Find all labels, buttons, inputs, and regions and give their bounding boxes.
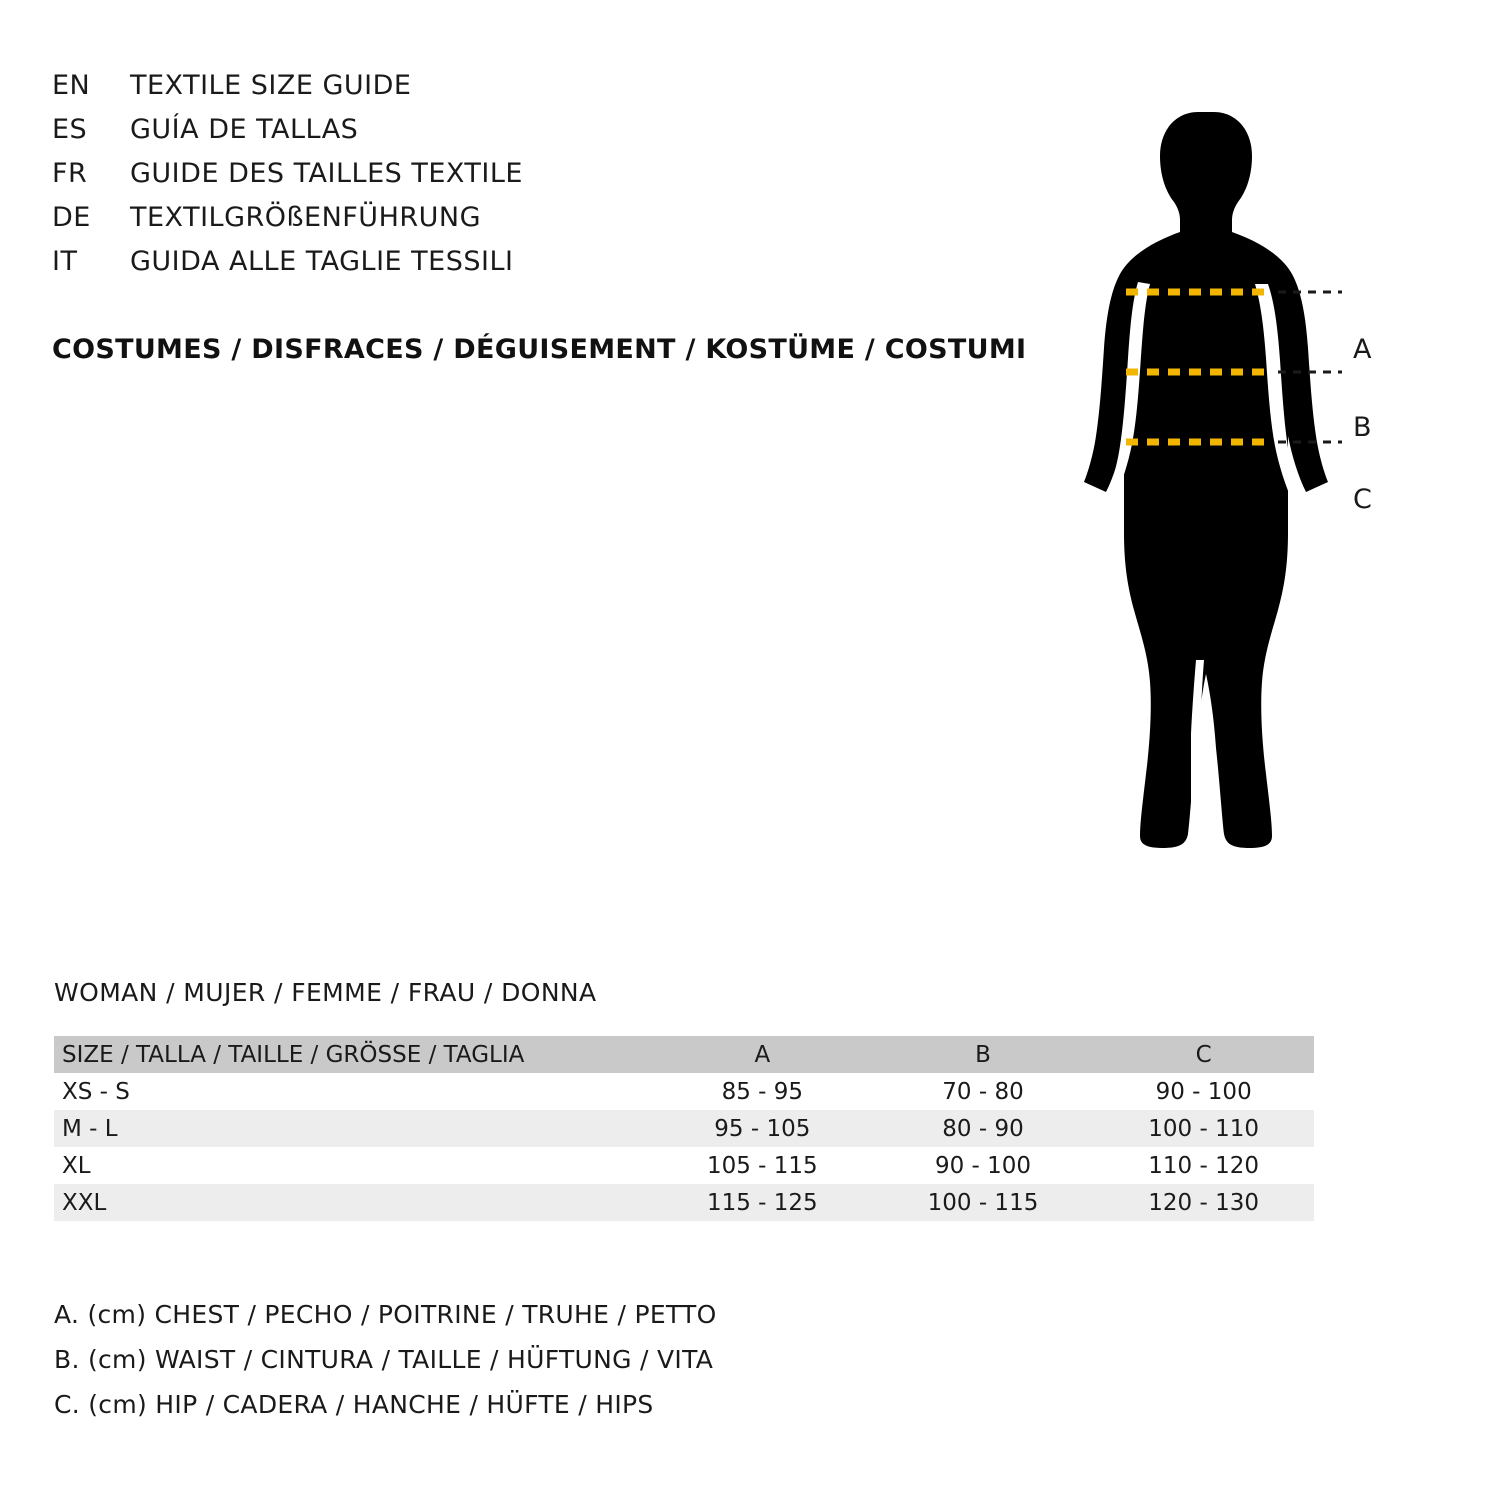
table-heading: WOMAN / MUJER / FEMME / FRAU / DONNA [54, 978, 597, 1007]
language-row [52, 158, 1032, 202]
language-code: FR [52, 158, 88, 189]
language-title: GUIDA ALLE TAGLIE TESSILI [130, 246, 514, 277]
footnote-waist: B. (cm) WAIST / CINTURA / TAILLE / HÜFTUNG / VITA [54, 1345, 714, 1374]
cell-chest: 115 - 125 [706, 1189, 818, 1216]
cell-waist: 100 - 115 [927, 1189, 1039, 1216]
column-header-a: A [754, 1041, 771, 1068]
column-header-b: B [975, 1041, 991, 1068]
language-row [52, 70, 1032, 114]
cell-size: M - L [62, 1115, 118, 1142]
table-row [54, 1110, 1314, 1147]
cell-chest: 105 - 115 [706, 1152, 818, 1179]
size-table [54, 1036, 1314, 1221]
footnote-hip: C. (cm) HIP / CADERA / HANCHE / HÜFTE / HIPS [54, 1390, 654, 1419]
measurement-figure [1050, 60, 1470, 940]
table-row [54, 1073, 1314, 1110]
table-row [54, 1184, 1314, 1221]
table-header [54, 1036, 1314, 1073]
measure-label-b: B [1353, 412, 1372, 443]
language-code: IT [52, 246, 78, 277]
footnote-chest: A. (cm) CHEST / PECHO / POITRINE / TRUHE / PETTO [54, 1300, 717, 1329]
language-header-block [52, 70, 1032, 290]
language-title: GUÍA DE TALLAS [130, 114, 359, 145]
measure-label-c: C [1353, 484, 1372, 515]
column-header-c: C [1195, 1041, 1212, 1068]
category-title: COSTUMES / DISFRACES / DÉGUISEMENT / KOSTÜME / COSTUMI [52, 334, 1027, 365]
language-title: TEXTILGRÖßENFÜHRUNG [130, 202, 482, 233]
cell-hip: 120 - 130 [1148, 1189, 1260, 1216]
language-row [52, 246, 1032, 290]
language-title: GUIDE DES TAILLES TEXTILE [130, 158, 523, 189]
cell-chest: 95 - 105 [714, 1115, 811, 1142]
table-row [54, 1147, 1314, 1184]
woman-silhouette-icon [1050, 60, 1470, 940]
cell-waist: 90 - 100 [934, 1152, 1032, 1179]
cell-size: XXL [62, 1189, 107, 1216]
cell-waist: 80 - 90 [942, 1115, 1024, 1142]
cell-hip: 100 - 110 [1148, 1115, 1260, 1142]
table-body [54, 1073, 1314, 1221]
column-header-size: SIZE / TALLA / TAILLE / GRÖSSE / TAGLIA [62, 1041, 525, 1068]
cell-size: XL [62, 1152, 91, 1179]
cell-hip: 90 - 100 [1155, 1078, 1252, 1105]
cell-chest: 85 - 95 [721, 1078, 804, 1105]
language-code: DE [52, 202, 91, 233]
measure-label-a: A [1353, 334, 1372, 365]
cell-hip: 110 - 120 [1148, 1152, 1260, 1179]
language-code: EN [52, 70, 91, 101]
table-header-row [54, 1036, 1314, 1073]
footnotes-block [54, 1300, 1054, 1435]
cell-size: XS - S [62, 1078, 130, 1105]
language-title: TEXTILE SIZE GUIDE [130, 70, 412, 101]
cell-waist: 70 - 80 [942, 1078, 1024, 1105]
language-row [52, 114, 1032, 158]
language-row [52, 202, 1032, 246]
language-code: ES [52, 114, 88, 145]
